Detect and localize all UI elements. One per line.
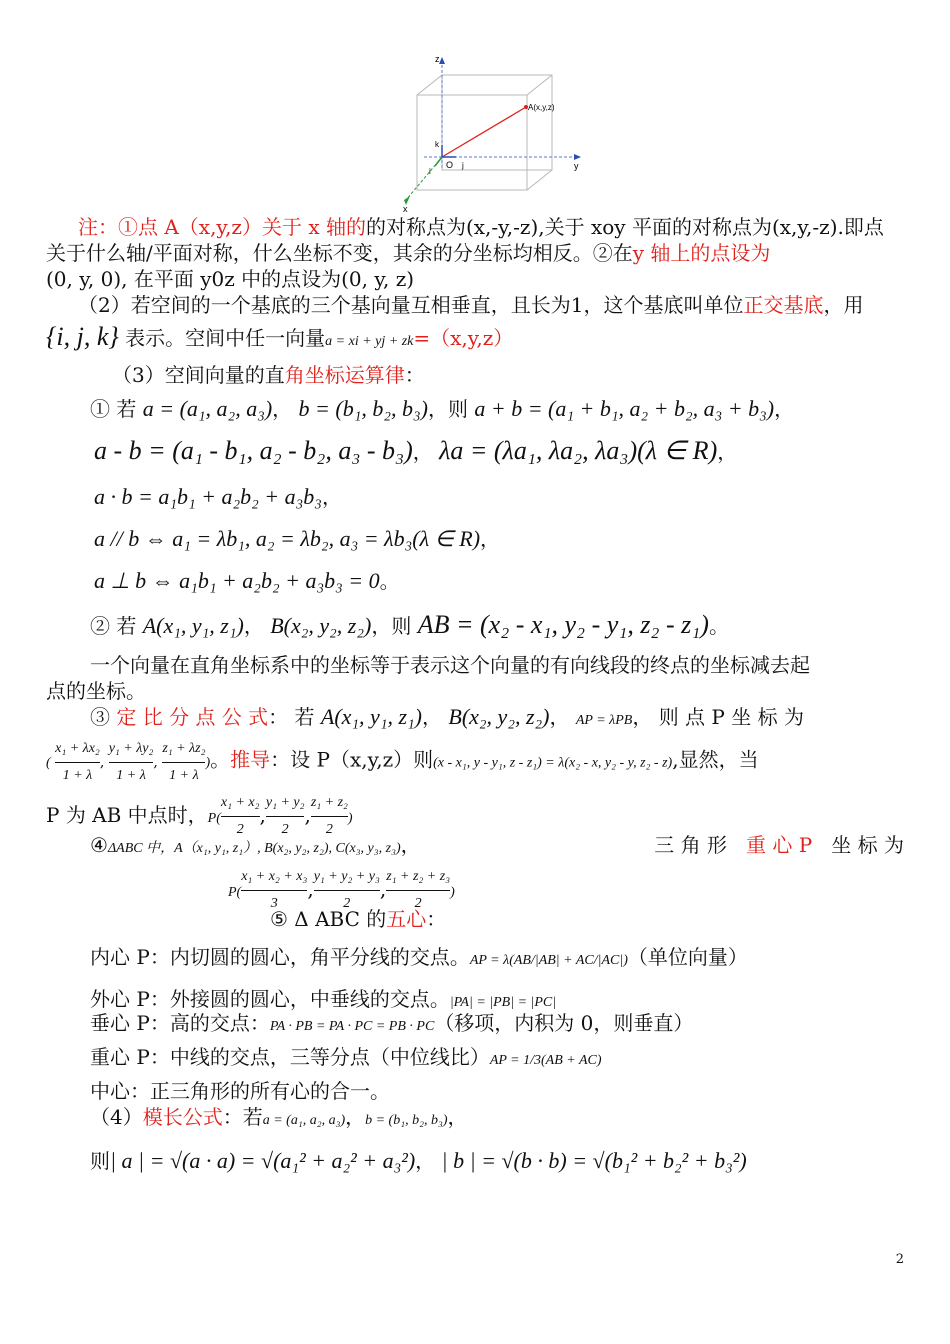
rules-heading-a: （3）空间向量的直: [112, 363, 285, 387]
paren-close: ): [205, 755, 211, 771]
norm-heading-line: [90, 1104, 467, 1134]
norm-vector-a: a = (a₁, a₂, a₃): [262, 1113, 346, 1128]
centroid-def-formula: AP = 1/3(AB + AC): [489, 1053, 602, 1068]
centroid-tail-a: 三 角 形: [654, 833, 727, 857]
division-title: 定 比 分 点 公 式: [116, 705, 269, 729]
rule-ab-line: [90, 612, 729, 639]
note-text-1: 的对称点为(x,-y,-z),关于 xoy 平面的对称点为(x,y,-z).即点: [365, 215, 884, 239]
sep: ，: [272, 397, 293, 421]
explanation-line-1: 一个向量在直角坐标系中的坐标等于表示这个向量的有向线段的终点的坐标减去起: [90, 653, 810, 677]
centroid-x-den: 3: [270, 896, 278, 911]
division-line-2: ( $\frac{\text{x₁ + λx₂}}{1 + \lambda}$ , $\frac{\text{y₁ + λy₂}}{1 + \lambda}$ , $\frac{\text{z₁ + λz₂}}{1 + \lambda}$ )。推导：设 P（x,y,z）则(x - x₁, y - y₁, z - z₁) = λ(x₂ - x, y₂ - y, z₂ - z),显然，当: [46, 736, 759, 789]
orthocenter-formula: PA · PB = PA · PC = PB · PC: [269, 1019, 435, 1034]
dot-product: a · b = a₁b₁ + a₂b₂ + a₃b₃: [94, 484, 322, 509]
norm-a-formula: | a | = √(a · a) = √(a₁² + a₂² + a₃²): [110, 1148, 416, 1173]
sep: ，: [422, 705, 443, 729]
basis-line-2: [46, 324, 513, 355]
circumcenter-formula: |PA| = |PB| = |PC|: [449, 995, 557, 1010]
i-label: i: [429, 167, 431, 176]
parallel-condition: a // b ⇔ a₁ = λb₁, a₂ = λb₂, a₃ = λb₃(λ ∈ R): [94, 526, 481, 551]
box-front-face: [417, 95, 527, 190]
circumcenter-text: 外心 P：外接圆的圆心，中垂线的交点。: [90, 987, 450, 1011]
derive-text-b: ,显然，当: [672, 747, 759, 772]
mid-y-den: 2: [281, 822, 289, 837]
rules-heading-b: ：: [404, 363, 425, 387]
norm-formula-line: [90, 1148, 747, 1174]
five-centers-heading: [270, 906, 446, 932]
mid-z-den: 2: [325, 822, 333, 837]
rules-heading-red: 角坐标运算律: [284, 363, 405, 387]
vector-b-def: b = (b₁, b₂, b₃): [298, 396, 428, 421]
explanation-line-2: 点的坐标。: [46, 679, 146, 703]
frac-x: [55, 736, 100, 789]
box-back-face: [442, 75, 552, 170]
centroid-def-line: [90, 1044, 602, 1074]
midpoint-p: P(: [207, 811, 221, 826]
vector-a-def: a = (a₁, a₂, a₃): [142, 396, 273, 421]
rule-diff-line: [94, 438, 737, 465]
note-line-3: (0, y, 0), 在平面 y0z 中的点设为(0, y, z): [46, 267, 415, 291]
frac-z-num: z₁ + λz₂: [162, 736, 205, 763]
norm-then: 则: [90, 1149, 110, 1173]
basis-text-a: （2）若空间的一个基底的三个基向量互相垂直，且长为1，这个基底叫单位: [78, 293, 744, 317]
derive-formula: (x - x₁, y - y₁, z - z₁) = λ(x₂ - x, y₂ - y, z₂ - z): [433, 755, 673, 771]
derive-label: 推导: [230, 747, 271, 772]
sep: ，: [412, 440, 433, 464]
sep: ，: [243, 614, 264, 638]
end-punct: ，: [774, 397, 795, 421]
sep: ，: [415, 1149, 436, 1173]
note-line-1: [78, 214, 884, 240]
centroid-formula: P( $\frac{\text{x₁ + x₂ + x₃}}{3}$ , $\frac{\text{y₁ + y₂ + y₃}}{2}$ , $\frac{\text{z₁ + z₂ + z₃}}{2}$ ): [228, 864, 455, 917]
basis-set: {i, j, k}: [46, 322, 119, 351]
mid-y-num: y₁ + y₂: [266, 790, 305, 817]
origin-label: O: [446, 160, 454, 170]
centroid-z-den: 2: [414, 896, 422, 911]
frac-y-num: y₁ + λy₂: [109, 736, 154, 763]
rule2-label: ② 若: [90, 614, 137, 638]
axis-y-label: y: [574, 161, 579, 171]
basis-red-2: =（x,y,z）: [413, 326, 514, 350]
frac-y-den: 1 + λ: [116, 768, 146, 783]
frac-z-den: 1 + λ: [169, 768, 199, 783]
then-word: ，则: [427, 397, 468, 421]
rule1-label: ① 若: [90, 397, 137, 421]
k-label: k: [435, 140, 439, 149]
incenter-text: 内心 P：内切圆的圆心，角平分线的交点。: [90, 945, 470, 969]
orthocenter-text: 垂心 P：高的交点：: [90, 1011, 270, 1035]
paren-open: (: [46, 755, 51, 771]
point-a-label: A(x,y,z): [528, 103, 555, 112]
norm-b-formula: | b | = √(b · b) = √(b₁² + b₂² + b₃²): [441, 1148, 747, 1173]
division-tail: ， 则 点 P 坐 标 为: [632, 705, 804, 729]
centroid-x-num: x₁ + x₂ + x₃: [241, 864, 307, 891]
centroid-z-num: z₁ + z₂ + z₃: [386, 864, 450, 891]
basis-text-c: 表示。空间中任一向量: [125, 326, 326, 350]
end-punct: 。: [210, 747, 231, 772]
rule-sum-line: [90, 396, 794, 422]
end-punct: ，: [321, 485, 342, 509]
vector-ab-coords: AB = (x₂ - x₁, y₂ - y₁, z₂ - z₁): [417, 610, 709, 639]
mid-x-den: 2: [236, 822, 244, 837]
five-heading-b: ：: [426, 907, 447, 931]
norm-heading-a: （4）: [90, 1105, 143, 1129]
end-punct: ，: [447, 1105, 468, 1129]
note-line-2: [46, 240, 770, 266]
axis-x-label: x: [403, 204, 408, 214]
sep: ，: [345, 1105, 366, 1129]
triangle-vertices: ΔABC 中，A（x₁, y₁, z₁）, B(x₂, y₂, z₂), C(x₃, y₃, z₃): [107, 841, 401, 856]
centroid-num: ④: [90, 833, 108, 857]
note-red-2: y 轴上的点设为: [632, 241, 771, 265]
five-heading-a: ⑤ Δ ABC 的: [270, 907, 387, 931]
division-after-title: ： 若: [268, 705, 315, 729]
note-text-2: 关于什么轴/平面对称，什么坐标不变，其余的分坐标均相反。②在: [46, 241, 633, 265]
centroid-tail-red: 重 心 P: [746, 833, 813, 857]
incenter-note: （单位向量）: [627, 945, 748, 969]
page-number: 2: [895, 1252, 904, 1267]
axis-z-label: z: [435, 54, 440, 64]
division-point-a: A(x₁, y₁, z₁): [320, 704, 423, 729]
point-a-coords: A(x₁, y₁, z₁): [142, 613, 244, 638]
centroid-y-den: 2: [343, 896, 351, 911]
end-punct: 。: [708, 614, 729, 638]
orthocenter-note: （移项，内积为 0，则垂直）: [434, 1011, 694, 1035]
incenter-formula: AP = λ(AB/|AB| + AC/|AC|): [469, 953, 628, 968]
note-red-1: 注：①点 A（x,y,z）关于 x 轴的: [78, 215, 366, 239]
centroid-def-text: 重心 P：中线的交点，三等分点（中位线比）: [90, 1045, 490, 1069]
end-punct: 。: [379, 569, 400, 593]
norm-heading-b: ：若: [222, 1105, 263, 1129]
centroid-line: [90, 832, 904, 862]
division-point-b: B(x₂, y₂, z₂): [448, 704, 550, 729]
basis-red: 正交基底: [743, 293, 824, 317]
midpoint-text: P 为 AB 中点时，: [46, 803, 208, 827]
end-punct: ，: [717, 440, 738, 464]
rules-heading: [112, 362, 425, 388]
midpoint-line: P 为 AB 中点时，P( $\frac{\text{x₁ + x₂}}{2}$ , $\frac{\text{y₁ + y₂}}{2}$ , $\frac{\text{z₁ + z₂}}{2}$ ): [46, 790, 353, 843]
vector-oa: [442, 107, 526, 157]
norm-vector-b: b = (b₁, b₂, b₃): [365, 1113, 448, 1128]
centroid-close: ): [450, 885, 455, 900]
then-word: ，则: [371, 614, 412, 638]
basis-line-1: [78, 292, 863, 318]
division-num: ③: [90, 705, 110, 729]
mid-z-num: z₁ + z₂: [311, 790, 348, 817]
coordinate-box-figure: [402, 50, 602, 215]
point-b-coords: B(x₂, y₂, z₂): [270, 613, 372, 638]
midpoint-close: ): [347, 811, 353, 826]
division-vector-eq: AP = λPB: [575, 713, 633, 728]
centroid-tail: [654, 832, 904, 858]
frac-x-num: x₁ + λx₂: [55, 736, 100, 763]
sep: ，: [549, 705, 570, 729]
vector-difference: a - b = (a₁ - b₁, a₂ - b₂, a₃ - b₃): [94, 436, 413, 465]
frac-x-den: 1 + λ: [62, 768, 93, 783]
perpendicular-condition: a ⊥ b ⇔ a₁b₁ + a₂b₂ + a₃b₃ = 0: [94, 568, 380, 593]
scalar-multiple: λa = (λa₁, λa₂, λa₃)(λ ∈ R): [439, 436, 718, 465]
five-heading-red: 五心: [386, 907, 427, 931]
end-punct: ，: [480, 527, 501, 551]
orthocenter-line: [90, 1010, 693, 1040]
mid-x-num: x₁ + x₂: [221, 790, 260, 817]
centroid-p: P(: [228, 885, 242, 900]
j-label: j: [462, 161, 464, 170]
vector-decomposition: a = xi + yj + zk: [325, 334, 414, 349]
rule-parallel-line: [94, 526, 500, 552]
centroid-tail-b: 坐 标 为: [831, 833, 904, 857]
vector-sum: a + b = (a₁ + b₁, a₂ + b₂, a₃ + b₃): [474, 396, 775, 421]
rule-perp-line: [94, 568, 400, 594]
basis-text-b: ，用: [823, 293, 864, 317]
sep: ，: [400, 833, 421, 857]
rule-dot-line: [94, 484, 342, 510]
frac-z: [162, 736, 205, 789]
frac-y: [109, 736, 154, 789]
division-line-1: [90, 704, 804, 734]
center-line: 中心：正三角形的所有心的合一。: [90, 1079, 390, 1103]
norm-heading-red: 模长公式: [142, 1105, 223, 1129]
derive-text-a: ：设 P（x,y,z）则: [270, 747, 434, 772]
centroid-y-num: y₁ + y₂ + y₃: [314, 864, 380, 891]
incenter-line: [90, 944, 748, 974]
